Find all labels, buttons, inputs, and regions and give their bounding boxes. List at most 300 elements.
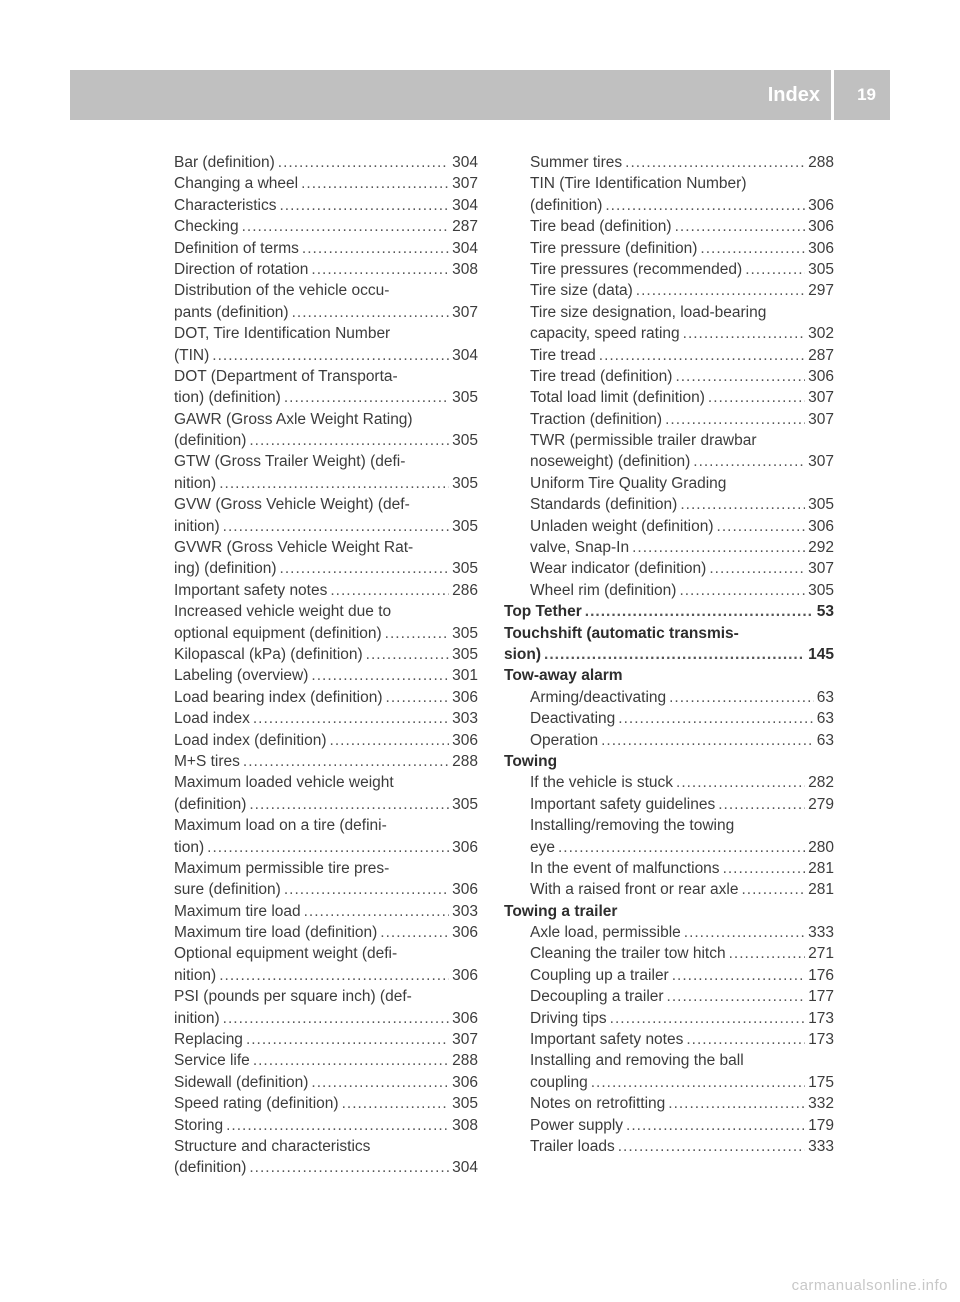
index-entry-text: tion)	[174, 838, 205, 856]
index-entry	[504, 794, 834, 815]
index-entry-page: 307	[452, 1031, 478, 1049]
index-entry	[504, 366, 834, 387]
index-entry	[504, 259, 834, 280]
dot-leader	[301, 173, 449, 194]
index-entry	[174, 665, 478, 686]
index-entry-text: eye	[530, 838, 555, 856]
index-entry-text: Speed rating (definition)	[174, 1095, 339, 1113]
index-entry-page: 306	[808, 239, 834, 257]
index-entry-text: Wheel rim (definition)	[530, 581, 677, 599]
index-entry	[504, 580, 834, 601]
index-entry	[504, 730, 834, 751]
index-entry	[504, 623, 834, 644]
dot-leader	[304, 901, 450, 922]
dot-leader	[669, 687, 814, 708]
index-entry-text: nition)	[174, 966, 217, 984]
index-entry	[174, 173, 478, 194]
dot-leader	[219, 473, 449, 494]
index-entry-page: 306	[808, 196, 834, 214]
index-entry-text: GVWR (Gross Vehicle Weight Rat-	[174, 539, 414, 557]
index-entry	[504, 986, 834, 1007]
index-entry-text: Total load limit (definition)	[530, 389, 705, 407]
dot-leader	[599, 345, 805, 366]
index-entry	[504, 1029, 834, 1050]
dot-leader	[330, 580, 449, 601]
index-entry-page: 305	[452, 645, 478, 663]
index-entry	[174, 858, 478, 879]
index-entry	[174, 751, 478, 772]
index-entry-text: Load index	[174, 710, 250, 728]
index-entry	[174, 345, 478, 366]
index-entry	[174, 259, 478, 280]
index-entry-text: tion) (definition)	[174, 389, 281, 407]
index-entry-text: Load bearing index (definition)	[174, 688, 383, 706]
dot-leader	[675, 366, 805, 387]
index-entry-text: Important safety guidelines	[530, 795, 716, 813]
index-entry-page: 145	[808, 645, 834, 663]
section-title: Index	[767, 84, 820, 106]
dot-leader	[601, 730, 814, 751]
index-entry-page: 308	[452, 1116, 478, 1134]
index-entry	[504, 473, 834, 494]
watermark: carmanualsonline.info	[791, 1277, 948, 1294]
index-entry	[504, 1115, 834, 1136]
index-entry	[174, 623, 478, 644]
index-entry-text: (definition)	[174, 795, 247, 813]
index-entry	[504, 516, 834, 537]
index-entry	[174, 516, 478, 537]
index-entry-text: GTW (Gross Trailer Weight) (defi-	[174, 453, 406, 471]
index-column-right	[504, 152, 834, 1157]
index-entry-text: optional equipment (definition)	[174, 624, 382, 642]
index-entry-text: Driving tips	[530, 1009, 607, 1027]
dot-leader	[626, 1115, 805, 1136]
dot-leader	[223, 516, 449, 537]
dot-leader	[207, 837, 449, 858]
index-entry	[504, 1008, 834, 1029]
dot-leader	[246, 1029, 449, 1050]
index-entry-page: 281	[808, 859, 834, 877]
dot-leader	[223, 1008, 449, 1029]
index-entry	[174, 1072, 478, 1093]
index-entry-text: coupling	[530, 1073, 588, 1091]
index-entry-text: DOT (Department of Transporta-	[174, 367, 398, 385]
index-entry	[504, 708, 834, 729]
index-entry-text: Top Tether	[504, 603, 582, 621]
index-entry-page: 305	[452, 474, 478, 492]
dot-leader	[242, 216, 450, 237]
index-entry	[174, 473, 478, 494]
index-entry-text: Unladen weight (definition)	[530, 517, 714, 535]
index-entry-text: Optional equipment weight (defi-	[174, 945, 398, 963]
index-entry-text: GVW (Gross Vehicle Weight) (def-	[174, 496, 410, 514]
index-entry	[174, 558, 478, 579]
index-entry-page: 63	[816, 710, 834, 728]
index-entry	[504, 387, 834, 408]
index-entry-text: TWR (permissible trailer drawbar	[530, 432, 757, 450]
dot-leader	[700, 238, 805, 259]
dot-leader	[591, 1072, 805, 1093]
dot-leader	[311, 665, 449, 686]
dot-leader	[605, 195, 805, 216]
dot-leader	[253, 1050, 449, 1071]
index-entry	[174, 580, 478, 601]
dot-leader	[342, 1093, 450, 1114]
index-entry-text: Load index (definition)	[174, 731, 327, 749]
dot-leader	[366, 644, 449, 665]
index-entry-page: 53	[816, 603, 834, 621]
index-entry-text: Trailer loads	[530, 1137, 615, 1155]
index-entry	[504, 601, 834, 622]
index-entry	[174, 1136, 478, 1157]
dot-leader	[380, 922, 449, 943]
index-entry	[504, 280, 834, 301]
index-entry	[174, 687, 478, 708]
index-entry-text: Tire pressures (recommended)	[530, 260, 743, 278]
index-entry-page: 306	[452, 838, 478, 856]
dot-leader	[618, 1136, 805, 1157]
index-entry	[504, 922, 834, 943]
index-entry-page: 333	[808, 1137, 834, 1155]
dot-leader	[249, 1157, 449, 1178]
index-entry-text: Changing a wheel	[174, 175, 299, 193]
index-entry-text: (definition)	[174, 1159, 247, 1177]
index-entry	[504, 409, 834, 430]
index-entry	[174, 922, 478, 943]
index-entry	[504, 323, 834, 344]
index-entry-page: 307	[808, 389, 834, 407]
index-entry-page: 306	[452, 966, 478, 984]
dot-leader	[292, 302, 450, 323]
index-entry-text: Deactivating	[530, 710, 616, 728]
index-entry-page: 306	[452, 881, 478, 899]
index-entry-text: Tire tread	[530, 346, 596, 364]
index-entry-text: Maximum permissible tire pres-	[174, 859, 390, 877]
index-entry-text: In the event of malfunctions	[530, 859, 720, 877]
index-entry-page: 304	[452, 346, 478, 364]
dot-leader	[618, 708, 813, 729]
dot-leader	[386, 687, 450, 708]
index-entry-page: 308	[452, 260, 478, 278]
index-entry-text: (TIN)	[174, 346, 210, 364]
index-entry-page: 306	[452, 731, 478, 749]
index-entry-page: 307	[808, 560, 834, 578]
dot-leader	[672, 965, 805, 986]
index-entry	[504, 1072, 834, 1093]
index-entry-text: Axle load, permissible	[530, 924, 681, 942]
index-entry-page: 297	[808, 282, 834, 300]
index-entry	[174, 152, 478, 173]
index-entry-page: 286	[452, 581, 478, 599]
index-entry-text: Direction of rotation	[174, 260, 309, 278]
index-entry	[174, 451, 478, 472]
index-entry-page: 287	[808, 346, 834, 364]
dot-leader	[632, 537, 805, 558]
index-entry	[504, 879, 834, 900]
index-entry-text: sion)	[504, 645, 542, 663]
index-entry-page: 306	[452, 1073, 478, 1091]
dot-leader	[385, 623, 449, 644]
dot-leader	[278, 152, 449, 173]
index-entry-page: 288	[452, 1052, 478, 1070]
index-entry-page: 303	[452, 902, 478, 920]
index-entry	[174, 644, 478, 665]
index-entry-page: 302	[808, 325, 834, 343]
index-entry	[174, 1050, 478, 1071]
dot-leader	[243, 751, 449, 772]
index-entry-text: Tire tread (definition)	[530, 367, 673, 385]
index-entry-text: Touchshift (automatic transmis-	[504, 624, 739, 642]
index-entry	[174, 730, 478, 751]
index-entry-page: 179	[808, 1116, 834, 1134]
index-entry-text: Wear indicator (definition)	[530, 560, 707, 578]
index-entry	[174, 280, 478, 301]
dot-leader	[680, 494, 805, 515]
index-entry	[174, 794, 478, 815]
dot-leader	[723, 858, 806, 879]
index-entry-page: 281	[808, 881, 834, 899]
index-entry-page: 307	[808, 410, 834, 428]
index-entry	[504, 1093, 834, 1114]
index-entry	[174, 430, 478, 451]
index-entry-text: valve, Snap-In	[530, 539, 630, 557]
index-entry	[174, 323, 478, 344]
index-entry	[504, 238, 834, 259]
dot-leader	[745, 259, 805, 280]
header-divider	[831, 70, 834, 120]
index-entry-page: 305	[452, 432, 478, 450]
index-entry-text: inition)	[174, 1009, 220, 1027]
index-entry-page: 306	[452, 688, 478, 706]
index-entry-text: Increased vehicle weight due to	[174, 603, 392, 621]
dot-leader	[311, 259, 449, 280]
index-entry-page: 306	[808, 517, 834, 535]
dot-leader	[717, 516, 806, 537]
index-entry-text: Installing and removing the ball	[530, 1052, 744, 1070]
index-entry-page: 287	[452, 218, 478, 236]
index-entry	[504, 901, 834, 922]
index-entry-text: sure (definition)	[174, 881, 281, 899]
index-entry	[504, 1050, 834, 1071]
index-entry-text: Arming/deactivating	[530, 688, 667, 706]
dot-leader	[665, 409, 805, 430]
dot-leader	[686, 1029, 805, 1050]
dot-leader	[683, 323, 805, 344]
dot-leader	[249, 430, 449, 451]
index-entry	[504, 772, 834, 793]
index-entry	[504, 858, 834, 879]
index-entry-text: inition)	[174, 517, 220, 535]
index-entry-text: Characteristics	[174, 196, 277, 214]
index-entry-text: PSI (pounds per square inch) (def-	[174, 988, 412, 1006]
index-entry-page: 305	[452, 795, 478, 813]
index-entry	[174, 387, 478, 408]
index-entry-page: 307	[808, 453, 834, 471]
index-entry-page: 306	[808, 218, 834, 236]
dot-leader	[302, 238, 449, 259]
dot-leader	[675, 216, 806, 237]
index-entry	[174, 494, 478, 515]
index-entry	[174, 1115, 478, 1136]
index-entry	[504, 152, 834, 173]
index-entry	[174, 366, 478, 387]
dot-leader	[253, 708, 449, 729]
index-entry-text: Distribution of the vehicle occu-	[174, 282, 390, 300]
index-entry-text: TIN (Tire Identification Number)	[530, 175, 747, 193]
index-entry-text: Maximum loaded vehicle weight	[174, 774, 394, 792]
index-entry	[174, 537, 478, 558]
index-entry-page: 305	[808, 581, 834, 599]
index-entry	[174, 601, 478, 622]
index-entry-page: 280	[808, 838, 834, 856]
index-entry-text: GAWR (Gross Axle Weight Rating)	[174, 410, 413, 428]
index-entry-text: Cleaning the trailer tow hitch	[530, 945, 726, 963]
index-entry	[504, 216, 834, 237]
index-entry-text: Checking	[174, 218, 239, 236]
index-entry-text: ing) (definition)	[174, 560, 277, 578]
index-entry	[504, 302, 834, 323]
index-entry	[504, 430, 834, 451]
index-entry	[504, 837, 834, 858]
index-entry-text: Towing a trailer	[504, 902, 618, 920]
index-entry-text: noseweight) (definition)	[530, 453, 691, 471]
index-entry	[504, 494, 834, 515]
index-entry-text: Important safety notes	[530, 1031, 684, 1049]
index-entry	[504, 173, 834, 194]
index-entry-page: 175	[808, 1073, 834, 1091]
index-entry-text: pants (definition)	[174, 303, 289, 321]
index-column-left	[174, 152, 478, 1179]
dot-leader	[718, 794, 805, 815]
index-entry	[504, 815, 834, 836]
index-entry	[174, 409, 478, 430]
index-entry-text: (definition)	[530, 196, 603, 214]
dot-leader	[668, 1093, 805, 1114]
index-entry-page: 333	[808, 924, 834, 942]
page-number: 19	[857, 85, 876, 104]
index-entry-page: 304	[452, 239, 478, 257]
index-entry	[504, 1136, 834, 1157]
index-entry	[174, 1008, 478, 1029]
index-entry-page: 306	[808, 367, 834, 385]
index-entry-page: 332	[808, 1095, 834, 1113]
index-entry	[504, 558, 834, 579]
dot-leader	[226, 1115, 449, 1136]
index-entry-page: 271	[808, 945, 834, 963]
dot-leader	[693, 451, 805, 472]
index-entry-text: Summer tires	[530, 154, 623, 171]
index-entry-text: M+S tires	[174, 752, 240, 770]
dot-leader	[280, 195, 450, 216]
index-entry	[504, 195, 834, 216]
index-entry-page: 305	[452, 1095, 478, 1113]
dot-leader	[330, 730, 450, 751]
index-entry-page: 304	[452, 154, 478, 171]
dot-leader	[284, 879, 449, 900]
dot-leader	[558, 837, 805, 858]
index-entry-page: 63	[816, 688, 834, 706]
index-entry-text: Uniform Tire Quality Grading	[530, 474, 727, 492]
dot-leader	[708, 387, 805, 408]
dot-leader	[729, 943, 806, 964]
dot-leader	[741, 879, 805, 900]
index-entry-page: 306	[452, 924, 478, 942]
index-entry-page: 63	[816, 731, 834, 749]
index-entry	[174, 901, 478, 922]
index-entry	[174, 879, 478, 900]
index-entry-page: 292	[808, 539, 834, 557]
index-entry-text: Tire bead (definition)	[530, 218, 672, 236]
index-entry-page: 279	[808, 795, 834, 813]
index-entry-text: Installing/removing the towing	[530, 817, 735, 835]
index-entry-page: 307	[452, 175, 478, 193]
index-entry-page: 304	[452, 1159, 478, 1177]
page-header	[70, 70, 890, 120]
dot-leader	[585, 601, 814, 622]
index-entry-text: Maximum tire load	[174, 902, 301, 920]
dot-leader	[311, 1072, 449, 1093]
index-entry-text: Sidewall (definition)	[174, 1073, 309, 1091]
index-entry	[174, 302, 478, 323]
index-entry-text: If the vehicle is stuck	[530, 774, 674, 792]
index-entry	[174, 815, 478, 836]
index-entry-page: 305	[808, 496, 834, 514]
index-entry	[504, 644, 834, 665]
index-entry-text: Structure and characteristics	[174, 1137, 371, 1155]
index-entry	[174, 708, 478, 729]
index-entry	[174, 1029, 478, 1050]
dot-leader	[219, 965, 449, 986]
dot-leader	[636, 280, 805, 301]
index-entry-text: Decoupling a trailer	[530, 988, 664, 1006]
index-entry	[174, 216, 478, 237]
index-entry	[174, 986, 478, 1007]
index-entry-page: 307	[452, 303, 478, 321]
index-entry-text: Operation	[530, 731, 599, 749]
index-entry-text: Storing	[174, 1116, 224, 1134]
index-entry-page: 305	[452, 624, 478, 642]
index-entry-text: Tire pressure (definition)	[530, 239, 698, 257]
index-entry-text: Service life	[174, 1052, 250, 1070]
index-entry-page: 305	[452, 560, 478, 578]
index-entry	[504, 943, 834, 964]
index-entry-text: Definition of terms	[174, 239, 299, 257]
index-entry-page: 173	[808, 1009, 834, 1027]
index-entry-text: With a raised front or rear axle	[530, 881, 739, 899]
index-entry-page: 304	[452, 196, 478, 214]
index-entry	[174, 238, 478, 259]
index-entry-page: 301	[452, 667, 478, 685]
dot-leader	[667, 986, 806, 1007]
dot-leader	[280, 558, 450, 579]
index-entry-text: capacity, speed rating	[530, 325, 680, 343]
dot-leader	[544, 644, 805, 665]
dot-leader	[709, 558, 805, 579]
dot-leader	[249, 794, 449, 815]
index-entry-text: (definition)	[174, 432, 247, 450]
index-entry	[174, 943, 478, 964]
index-entry-page: 177	[808, 988, 834, 1006]
index-entry-text: Tire size designation, load-bearing	[530, 303, 767, 321]
dot-leader	[284, 387, 449, 408]
index-entry-page: 305	[808, 260, 834, 278]
dot-leader	[610, 1008, 805, 1029]
dot-leader	[625, 152, 805, 173]
dot-leader	[212, 345, 449, 366]
index-entry-text: Replacing	[174, 1031, 243, 1049]
index-entry-text: Coupling up a trailer	[530, 966, 669, 984]
index-entry	[504, 665, 834, 686]
